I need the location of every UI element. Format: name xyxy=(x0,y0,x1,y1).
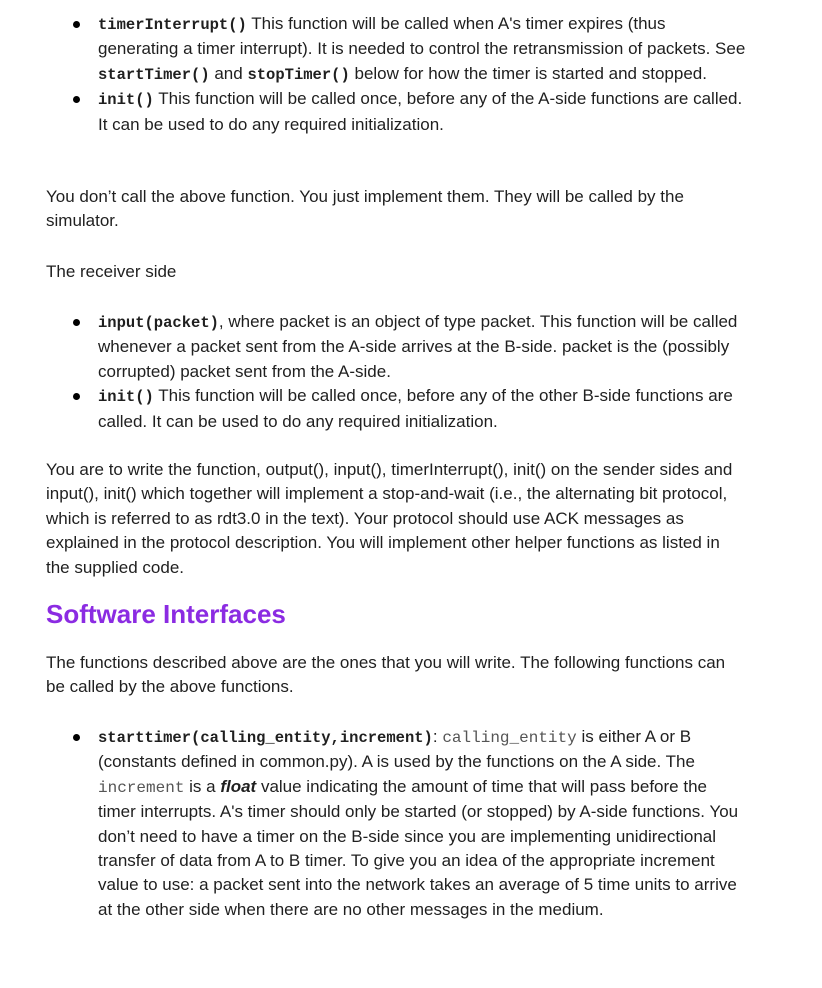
list-item-text: and xyxy=(209,63,248,83)
code-timer-interrupt: timerInterrupt() xyxy=(98,16,247,34)
paragraph-assignment: You are to write the function, output(), input(), timerInterrupt(), init() on the sender sides and input(), init() which together will implement a stop-and-wait (i.e., the alternating bit protocol, which is referred to as rdt3.0 in the text). Your protocol should use ACK messages as explained in the protocol description. You will implement other helper functions as listed in the supplied code. xyxy=(46,460,733,577)
list-item-text: This function will be called once, before any of the other B-side functions are called. It can be used to do any required initialization. xyxy=(98,386,733,431)
code-start-timer: startTimer() xyxy=(98,65,210,84)
emphasis-float: float xyxy=(220,776,257,796)
list-item-text: value indicating the amount of time that will pass before the timer interrupts. A's timer should only be started (or stopped) by A-side functions. You don’t need to have a timer on the B-side since you are implementing unidirectional transfer of data from A to B timer. To give you an idea of the appropriate increment value to use: a packet sent into the network takes an average of 5 time units to arrive at the other side when there are no other messages in the medium. xyxy=(98,776,739,919)
list-item-text: is a xyxy=(184,776,221,796)
list-item-init-sender xyxy=(98,87,748,137)
sender-function-list xyxy=(98,12,748,137)
list-item-text: below for how the timer is started and stopped. xyxy=(349,63,707,83)
receiver-side-heading: The receiver side xyxy=(46,262,177,281)
list-item-text: This function will be called once, before any of the A-side functions are called. It can be used to do any required initialization. xyxy=(98,89,743,134)
receiver-function-list xyxy=(98,310,748,434)
code-init: init() xyxy=(98,91,154,110)
code-init: init() xyxy=(98,388,154,407)
section-title: Software Interfaces xyxy=(46,599,286,629)
paragraph-interfaces: The functions described above are the ones that you will write. The following functions can be called by the above functions. xyxy=(46,653,726,697)
code-starttimer: starttimer(calling_entity,increment) xyxy=(98,729,433,747)
list-item-input xyxy=(98,310,748,384)
list-item-text: This function will be called when A's timer expires (thus generating a timer interrupt). It is needed to control the retransmission of packets. See xyxy=(98,14,746,59)
list-item-init-receiver xyxy=(98,384,748,434)
code-calling-entity: calling_entity xyxy=(442,729,577,747)
list-item-text: , where packet is an object of type packet. This function will be called whenever a packet sent from the A-side arrives at the B-side. packet is the (possibly corrupted) packet sent from the A-side. xyxy=(98,312,738,381)
code-input: input(packet) xyxy=(98,314,219,332)
paragraph-call-note: You don’t call the above function. You just implement them. They will be called by the simulator. xyxy=(46,187,684,231)
list-item-text: : xyxy=(432,727,443,746)
list-item-starttimer xyxy=(98,725,748,922)
list-item-text: is either A or B (constants defined in common.py). A is used by the functions on the A side. The xyxy=(98,727,695,772)
interface-function-list xyxy=(98,725,748,922)
code-increment: increment xyxy=(98,778,185,797)
list-item-timer-interrupt xyxy=(98,12,748,87)
code-stop-timer: stopTimer() xyxy=(247,65,350,84)
